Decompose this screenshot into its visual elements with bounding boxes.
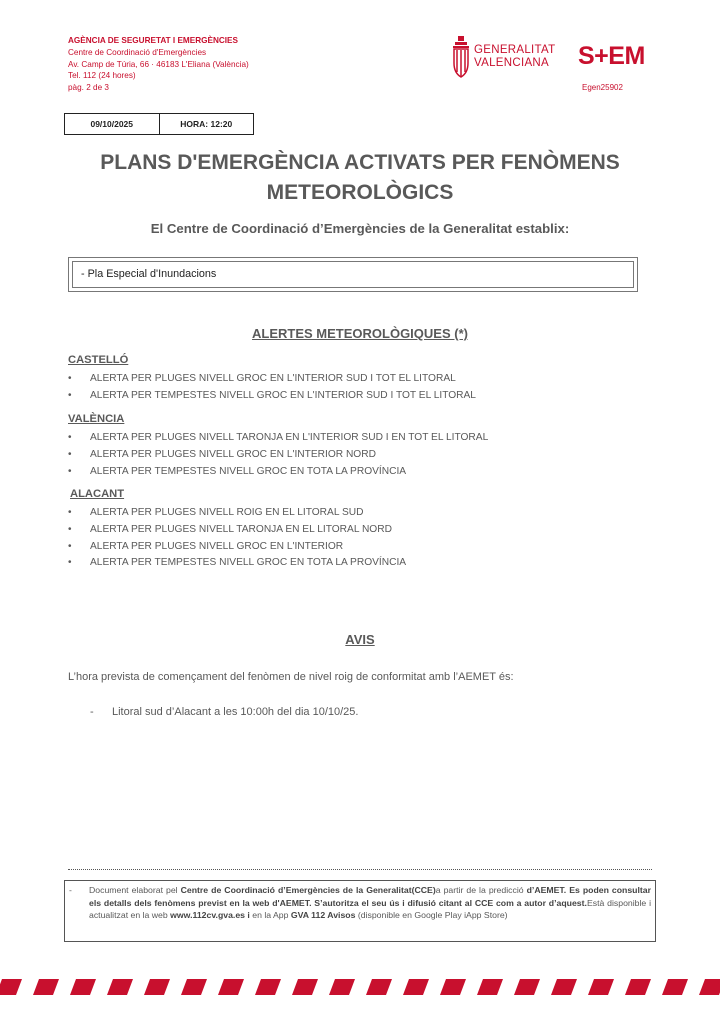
- stripe-dash: [625, 979, 651, 995]
- footer-app-name: GVA 112 Avisos: [290, 910, 356, 920]
- agency-address: [68, 35, 249, 94]
- report-date: 09/10/2025: [90, 119, 134, 129]
- page-subtitle: El Centre de Coordinació d’Emergències de la Generalitat establix:: [150, 221, 570, 236]
- stripe-dash: [662, 979, 688, 995]
- footer-web-link[interactable]: www.112cv.gva.es i: [170, 910, 250, 920]
- footer-bold-1: Centre de Coordinació d’Emergències de la Generalitat(CCE): [180, 885, 436, 895]
- generalitat-logo-line2: VALENCIANA: [474, 57, 550, 69]
- stripe-dash: [588, 979, 614, 995]
- stripe-dash: [477, 979, 503, 995]
- avis-item-text: Litoral sud d’Alacant a les 10:00h del dia 10/10/25.: [112, 706, 359, 718]
- generalitat-logo: [452, 36, 562, 82]
- avis-item: [90, 706, 358, 718]
- sem-logo: S+EM: [578, 42, 645, 70]
- avis-title: AVIS: [345, 632, 375, 647]
- stripe-dash: [329, 979, 355, 995]
- alerts-valencia: [68, 430, 488, 480]
- stripe-dash: [699, 979, 720, 995]
- alert-item: • ALERTA PER TEMPESTES NIVELL GROC EN TOTA LA PROVÍNCIA: [68, 555, 406, 572]
- footer-text-3: Està disponible i actualitzat en la web: [89, 897, 652, 920]
- alerts-castello: [68, 371, 476, 405]
- stripe-dash: [33, 979, 59, 995]
- stripe-dash: [181, 979, 207, 995]
- agency-name: AGÈNCIA DE SEGURETAT I EMERGÈNCIES: [68, 36, 238, 45]
- active-plans-box: [68, 257, 638, 292]
- dotted-divider: [68, 869, 652, 870]
- red-stripe-border: [0, 978, 720, 996]
- stripe-dash: [218, 979, 244, 995]
- alert-item: • ALERTA PER PLUGES NIVELL GROC EN L'INTERIOR: [68, 539, 406, 556]
- alert-item: • ALERTA PER PLUGES NIVELL GROC EN L'INTERIOR NORD: [68, 447, 488, 464]
- stripe-segments: [0, 979, 720, 995]
- date-time-box: [64, 113, 254, 135]
- avis-text: L’hora prevista de començament del fenòmen de nivel roig de conformitat amb l’AEMET és:: [68, 671, 514, 683]
- alert-item: • ALERTA PER PLUGES NIVELL TARONJA EN EL LITORAL NORD: [68, 522, 406, 539]
- page-title: PLANS D'EMERGÈNCIA ACTIVATS PER FENÒMENS METEOROLÒGICS: [100, 151, 620, 204]
- stripe-dash: [440, 979, 466, 995]
- stripe-dash: [0, 979, 22, 995]
- alerts-section-title: ALERTES METEOROLÒGIQUES (*): [252, 326, 468, 341]
- avis-dash: -: [90, 706, 94, 718]
- alert-item: • ALERTA PER TEMPESTES NIVELL GROC EN TOTA LA PROVÍNCIA: [68, 464, 488, 481]
- page-number: pàg. 2 de 3: [68, 83, 109, 93]
- stripe-dash: [292, 979, 318, 995]
- stripe-dash: [403, 979, 429, 995]
- stripe-dash: [551, 979, 577, 995]
- agency-phone: Tel. 112 (24 hores): [68, 71, 136, 81]
- document-code: Egen25902: [582, 83, 623, 92]
- generalitat-logo-line1: GENERALITAT: [474, 44, 556, 56]
- generalitat-emblem-icon: [452, 36, 470, 80]
- stripe-dash: [255, 979, 281, 995]
- alert-item: • ALERTA PER PLUGES NIVELL ROIG EN EL LITORAL SUD: [68, 505, 406, 522]
- footer-bold-2: d’AEMET. Es poden consultar els detalls dels fenòmens previst en la web d'AEMET. S’autoritza el seu ús i difusió citant al CCE com a autor d’aquest.: [89, 885, 652, 908]
- footer-text-2: a partir de la predicció: [435, 885, 527, 895]
- report-time: HORA: 12:20: [159, 114, 254, 134]
- agency-centre: Centre de Coordinació d'Emergències: [68, 47, 207, 57]
- province-alacant: ALACANT: [70, 488, 125, 500]
- alerts-alacant: [68, 505, 406, 572]
- alert-item: • ALERTA PER TEMPESTES NIVELL GROC EN L'INTERIOR SUD I TOT EL LITORAL: [68, 388, 476, 405]
- agency-street: Av. Camp de Túria, 66 · 46183 L'Eliana (València): [68, 59, 249, 69]
- footer-text-5: (disponible en Google Play iApp Store): [355, 910, 508, 920]
- stripe-dash: [107, 979, 133, 995]
- footer-text-4: en la App: [249, 910, 291, 920]
- stripe-dash: [144, 979, 170, 995]
- stripe-dash: [366, 979, 392, 995]
- province-valencia: VALÈNCIA: [68, 413, 125, 425]
- alert-item: • ALERTA PER PLUGES NIVELL GROC EN L'INTERIOR SUD I TOT EL LITORAL: [68, 371, 476, 388]
- footer-dash: -: [69, 885, 72, 895]
- province-castello: CASTELLÓ: [68, 354, 129, 366]
- active-plan: - Pla Especial d'Inundacions: [72, 261, 634, 288]
- stripe-dash: [514, 979, 540, 995]
- footer-note: [64, 880, 656, 942]
- footer-text-1: Document elaborat pel: [89, 885, 181, 895]
- stripe-dash: [70, 979, 96, 995]
- alert-item: • ALERTA PER PLUGES NIVELL TARONJA EN L'INTERIOR SUD I EN TOT EL LITORAL: [68, 430, 488, 447]
